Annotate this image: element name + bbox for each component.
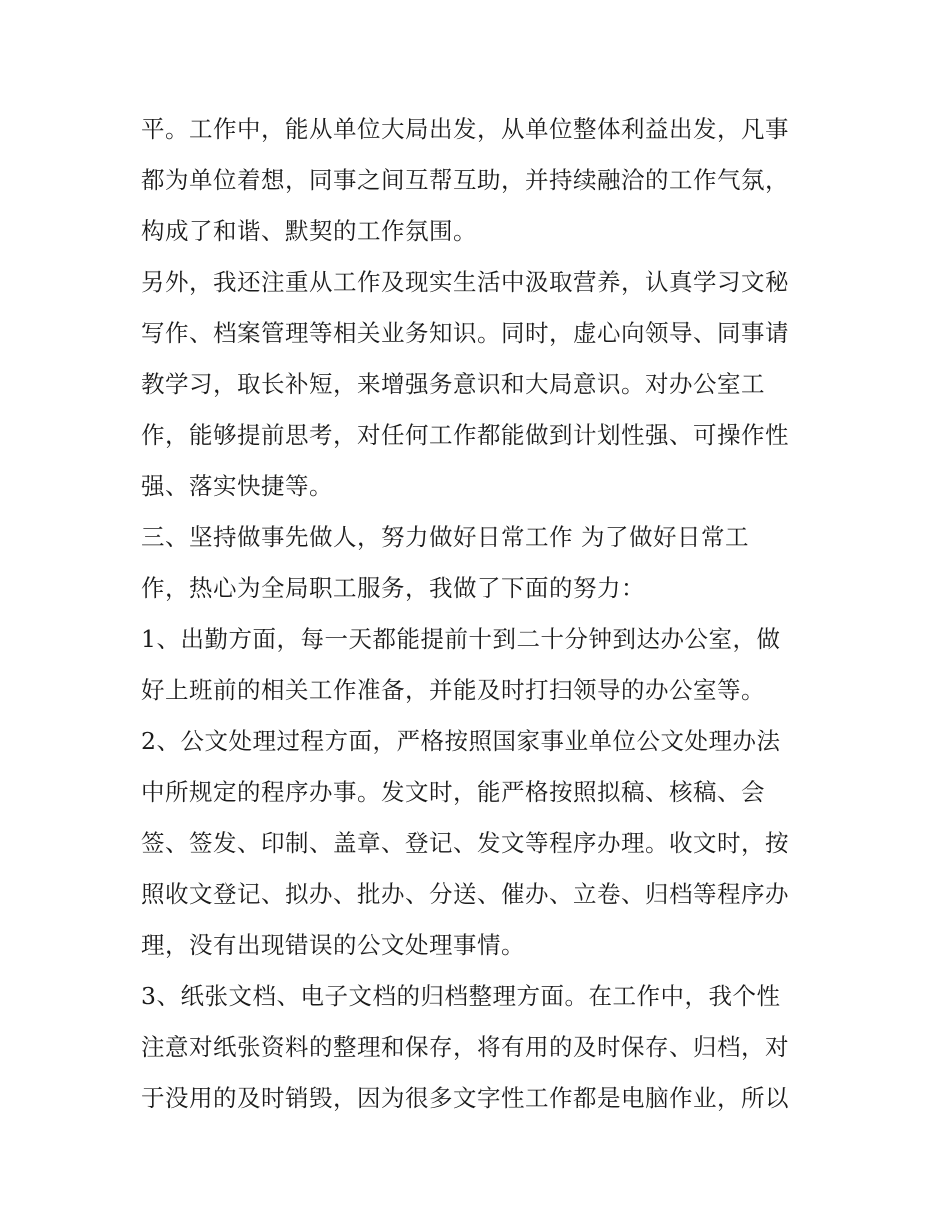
text-line: 构成了和谐、默契的工作氛围。 xyxy=(141,217,477,245)
text-line: 2、公文处理过程方面，严格按照国家事业单位公文处理办法 xyxy=(141,727,781,755)
text-line: 作，热心为全局职工服务，我做了下面的努力： xyxy=(141,574,645,602)
text-line: 作，能够提前思考，对任何工作都能做到计划性强、可操作性 xyxy=(141,421,789,449)
text-line: 3、纸张文档、电子文档的归档整理方面。在工作中，我个性 xyxy=(141,982,781,1010)
text-line: 三、坚持做事先做人，努力做好日常工作 为了做好日常工 xyxy=(141,523,749,551)
text-line: 1、出勤方面，每一天都能提前十到二十分钟到达办公室，做 xyxy=(141,625,781,653)
text-line: 注意对纸张资料的整理和保存，将有用的及时保存、归档，对 xyxy=(141,1033,789,1061)
text-line: 另外，我还注重从工作及现实生活中汲取营养，认真学习文秘 xyxy=(141,268,789,296)
document-body xyxy=(141,104,821,1124)
text-line: 理，没有出现错误的公文处理事情。 xyxy=(141,931,525,959)
text-line: 教学习，取长补短，来增强务意识和大局意识。对办公室工 xyxy=(141,370,765,398)
text-line: 强、落实快捷等。 xyxy=(141,472,333,500)
text-line: 签、签发、印制、盖章、登记、发文等程序办理。收文时，按 xyxy=(141,829,789,857)
text-line: 好上班前的相关工作准备，并能及时打扫领导的办公室等。 xyxy=(141,676,765,704)
text-line: 中所规定的程序办事。发文时，能严格按照拟稿、核稿、会 xyxy=(141,778,765,806)
text-line: 写作、档案管理等相关业务知识。同时，虚心向领导、同事请 xyxy=(141,319,789,347)
text-line: 照收文登记、拟办、批办、分送、催办、立卷、归档等程序办 xyxy=(141,880,789,908)
text-line: 都为单位着想，同事之间互帮互助，并持续融洽的工作气氛， xyxy=(141,166,789,194)
text-line: 平。工作中，能从单位大局出发，从单位整体利益出发，凡事 xyxy=(141,115,789,143)
text-line: 于没用的及时销毁，因为很多文字性工作都是电脑作业，所以 xyxy=(141,1084,789,1112)
